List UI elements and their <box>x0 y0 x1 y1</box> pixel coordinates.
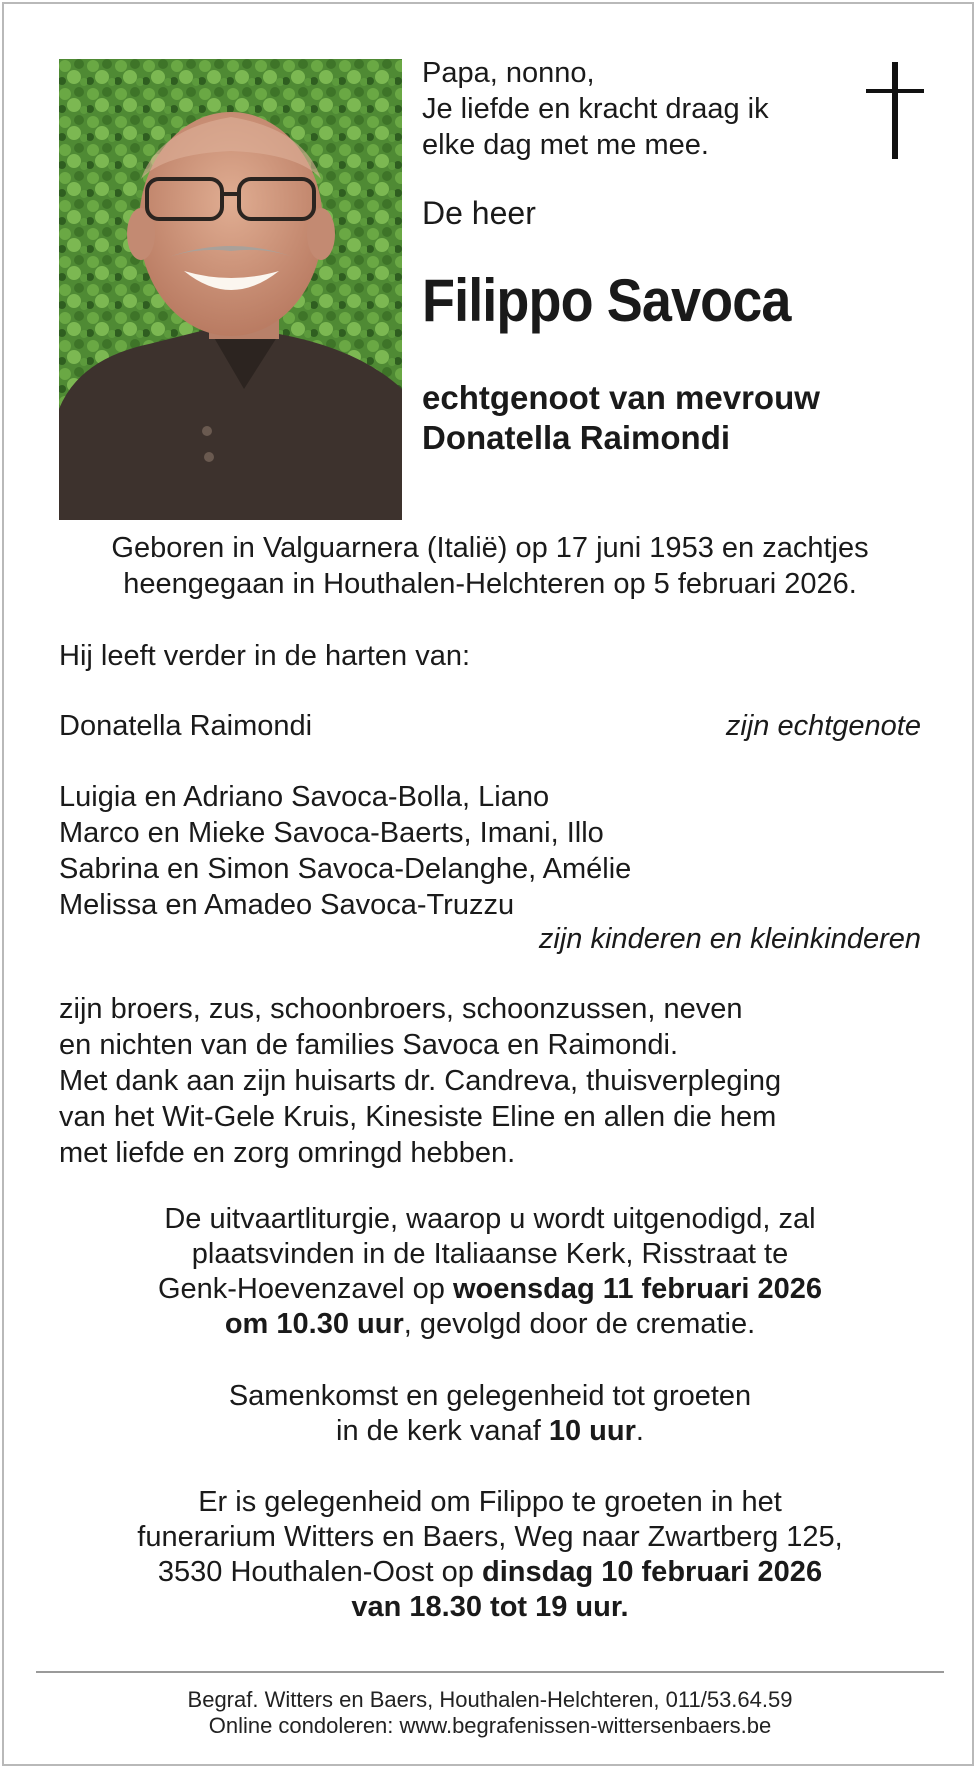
funeral-date: woensdag 11 februari 2026 <box>452 1273 823 1305</box>
spouse-row-relation: zijn echtgenote <box>725 710 921 742</box>
viewing-line: Er is gelegenheid om Filippo te groeten in het <box>198 1486 782 1518</box>
gathering-info <box>59 1379 921 1449</box>
viewing-time: van 18.30 tot 19 uur. <box>351 1591 629 1623</box>
footer-divider <box>36 1671 944 1673</box>
birth-death-info <box>59 530 921 602</box>
funeral-line <box>59 1307 921 1342</box>
family-line: en nichten van de families Savoca en Raimondi. <box>59 1029 679 1061</box>
footer-line: Online condoleren: www.begrafenissen-wittersenbaers.be <box>208 1713 772 1738</box>
portrait-photo <box>59 59 402 520</box>
viewing-line: funerarium Witters en Baers, Weg naar Zwartberg 125, <box>137 1521 843 1553</box>
family-block <box>59 991 781 1171</box>
funeral-info <box>59 1202 921 1342</box>
list-item: Melissa en Amadeo Savoca-Truzzu <box>59 889 515 921</box>
list-item: Luigia en Adriano Savoca-Bolla, Liano <box>59 781 550 813</box>
family-line: Met dank aan zijn huisarts dr. Candreva, thuisverpleging <box>59 1065 782 1097</box>
list-item: Sabrina en Simon Savoca-Delanghe, Amélie <box>59 853 632 885</box>
spouse-row-name: Donatella Raimondi <box>59 710 313 742</box>
children-list <box>59 779 631 923</box>
survivors-intro: Hij leeft verder in de harten van: <box>59 640 471 672</box>
viewing-line <box>59 1555 921 1590</box>
funeral-note: , gevolgd door de crematie. <box>403 1308 756 1340</box>
list-item: Marco en Mieke Savoca-Baerts, Imani, Illo <box>59 817 604 849</box>
footer <box>36 1687 944 1739</box>
gathering-time: 10 uur <box>548 1415 636 1447</box>
cross-icon <box>866 62 924 159</box>
funeral-line: plaatsvinden in de Italiaanse Kerk, Risstraat te <box>191 1238 789 1270</box>
funeral-place: Genk-Hoevenzavel op <box>157 1273 453 1305</box>
gathering-line: Samenkomst en gelegenheid tot groeten <box>228 1380 752 1412</box>
spouse-info <box>422 378 820 458</box>
spouse-line: Donatella Raimondi <box>422 419 731 456</box>
family-line: van het Wit-Gele Kruis, Kinesiste Eline en allen die hem <box>59 1101 777 1133</box>
viewing-line <box>59 1590 921 1625</box>
gathering-period: . <box>635 1415 644 1447</box>
viewing-info <box>59 1485 921 1625</box>
gathering-line <box>59 1414 921 1449</box>
family-line: zijn broers, zus, schoonbroers, schoonzussen, neven <box>59 993 743 1025</box>
family-line: met liefde en zorg omringd hebben. <box>59 1137 516 1169</box>
birth-line: Geboren in Valguarnera (Italië) op 17 juni 1953 en zachtjes <box>111 532 869 564</box>
birth-line: heengegaan in Houthalen-Helchteren op 5 februari 2026. <box>123 568 857 600</box>
quote-line: elke dag met me mee. <box>422 129 709 161</box>
funeral-time: om 10.30 uur <box>224 1308 404 1340</box>
gathering-place: in de kerk vanaf <box>336 1415 549 1447</box>
footer-line: Begraf. Witters en Baers, Houthalen-Helchteren, 011/53.64.59 <box>187 1687 793 1712</box>
funeral-line <box>59 1272 921 1307</box>
spouse-line: echtgenoot van mevrouw <box>422 379 820 416</box>
honorific: De heer <box>422 195 536 231</box>
deceased-name: Filippo Savoca <box>422 267 791 334</box>
viewing-date: dinsdag 10 februari 2026 <box>481 1556 823 1588</box>
viewing-place: 3530 Houthalen-Oost op <box>157 1556 482 1588</box>
children-relation: zijn kinderen en kleinkinderen <box>538 923 921 955</box>
quote-line: Je liefde en kracht draag ik <box>422 93 769 125</box>
quote-line: Papa, nonno, <box>422 57 595 89</box>
memorial-quote <box>422 55 769 163</box>
funeral-line: De uitvaartliturgie, waarop u wordt uitgenodigd, zal <box>164 1203 816 1235</box>
